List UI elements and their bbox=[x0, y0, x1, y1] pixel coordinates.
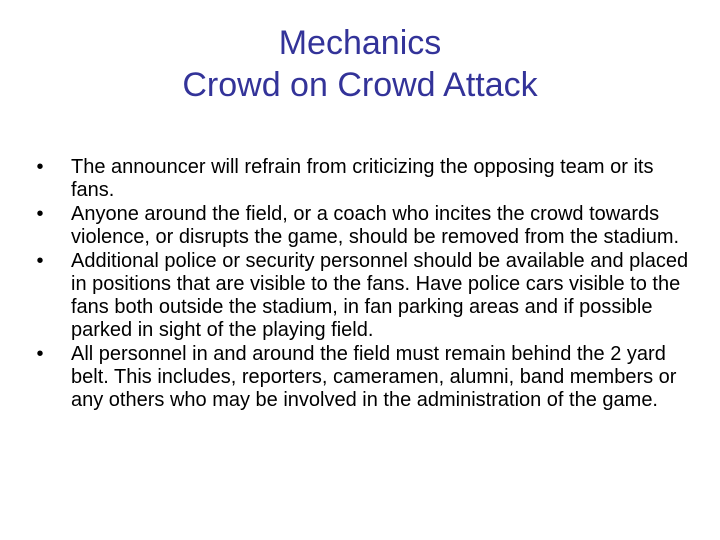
bullet-item bbox=[30, 250, 690, 342]
bullet-dot-icon: • bbox=[36, 343, 44, 365]
bullet-text: The announcer will refrain from criticizing the opposing team or its fans. bbox=[71, 156, 654, 201]
bullet-dot-icon: • bbox=[36, 203, 44, 225]
bullet-text: Additional police or security personnel should be available and placed in positions that are visible to the fans. Have police cars visible to the fans both outside the stadium, in fan parking areas and if possible parked in sight of the playing field. bbox=[71, 250, 689, 341]
bullet-text: Anyone around the field, or a coach who incites the crowd towards violence, or disrupts the game, should be removed from the stadium. bbox=[71, 203, 680, 248]
bullet-dot-icon: • bbox=[36, 250, 44, 272]
title-line-2: Crowd on Crowd Attack bbox=[182, 66, 538, 104]
title-line-1: Mechanics bbox=[278, 24, 442, 62]
bullet-dot-icon: • bbox=[36, 156, 44, 178]
bullet-list bbox=[30, 156, 690, 413]
bullet-item bbox=[30, 156, 690, 202]
slide-title bbox=[0, 22, 720, 106]
bullet-text: All personnel in and around the field must remain behind the 2 yard belt. This includes, reporters, cameramen, alumni, band members or any others who may be involved in the administration of the game. bbox=[71, 343, 677, 411]
bullet-item bbox=[30, 203, 690, 249]
bullet-item bbox=[30, 343, 690, 412]
